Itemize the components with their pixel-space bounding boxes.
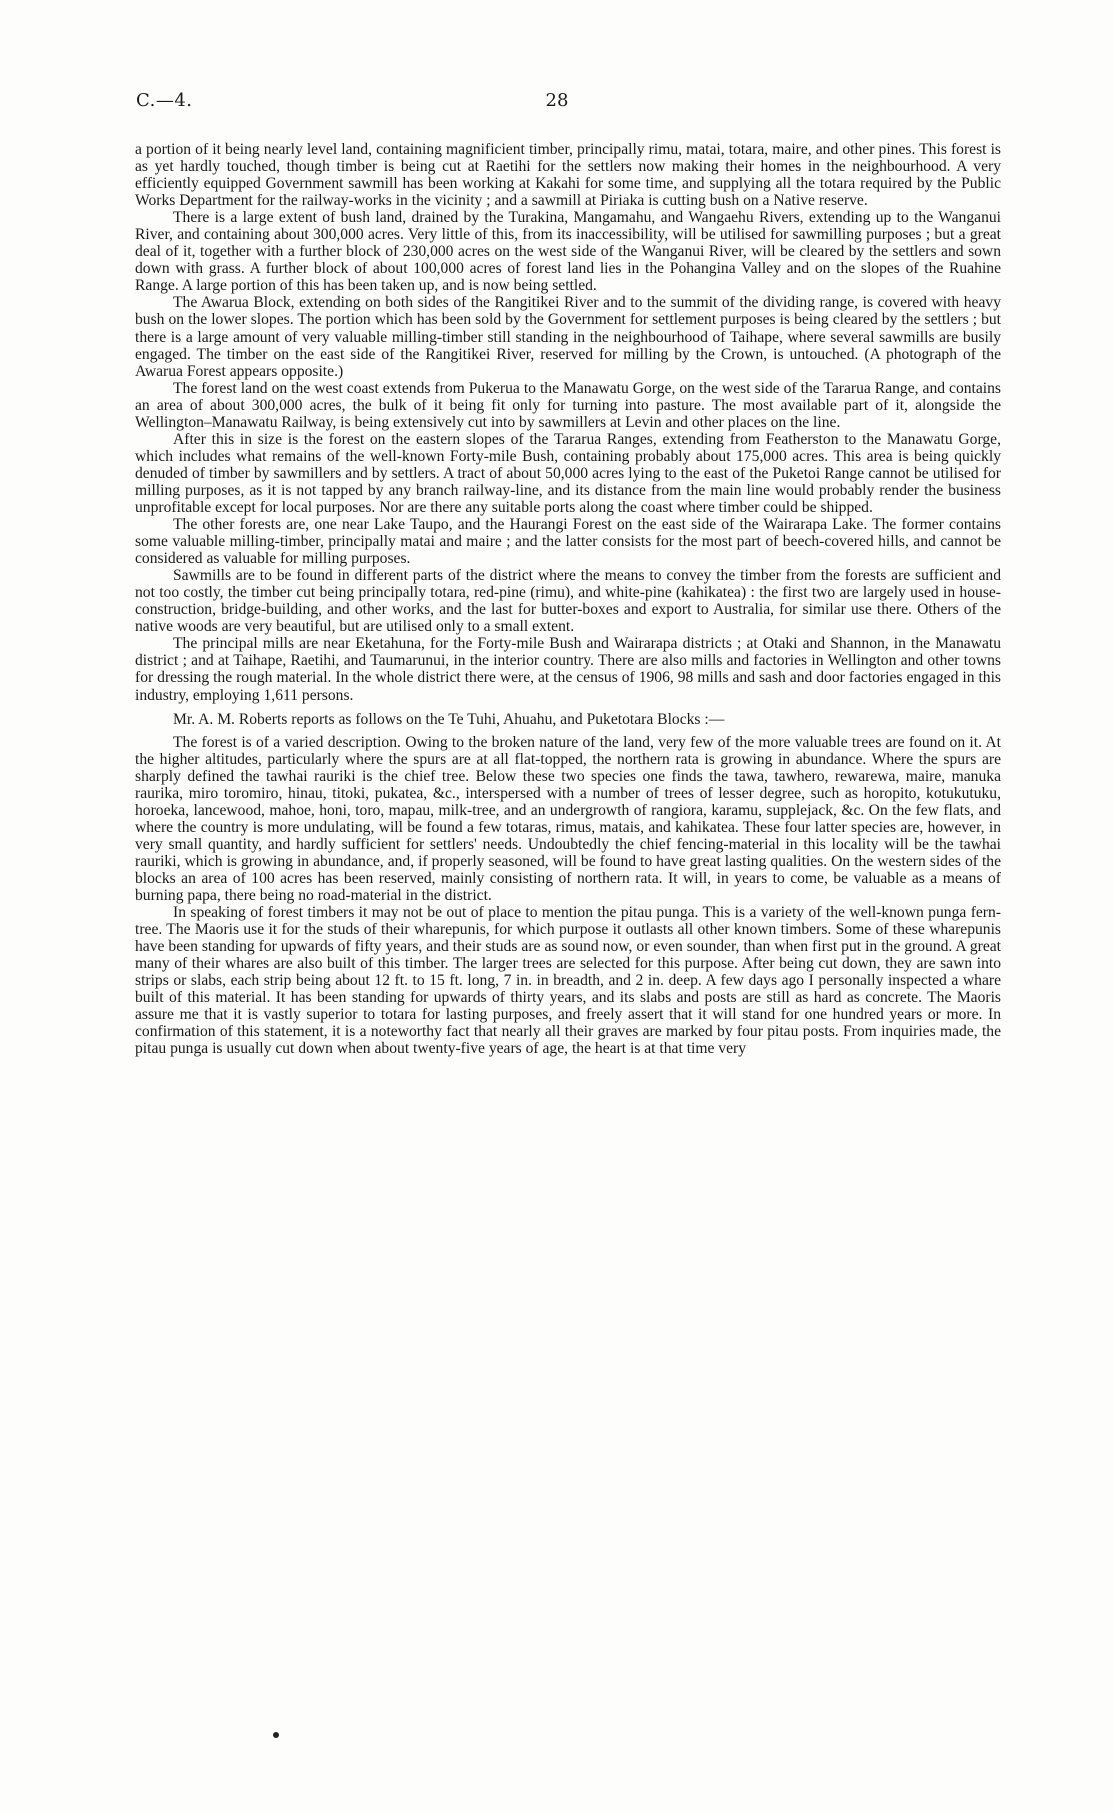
report-paragraph: In speaking of forest timbers it may not be out of place to mention the pitau punga. This is a variety of the well-known punga fern-tree. The Maoris use it for the studs of their wharepunis, for which purpose it outlasts all other known timbers. Some of these wharepunis have been standing for upwards of fifty years, and their studs are as sound now, or even sounder, than when first put in the ground. A great many of their whares are also built of this timber. The larger trees are selected for this purpose. After being cut down, they are sawn into strips or slabs, each strip being about 12 ft. to 15 ft. long, 7 in. in breadth, and 2 in. deep. A few days ago I personally inspected a whare built of this material. It has been standing for upwards of thirty years, and its slabs and posts are still as hard as concrete. The Maoris assure me that it is vastly superior to totara for lasting purposes, and freely assert that it will stand for one hundred years or more. In confirmation of this statement, it is a noteworthy fact that nearly all their graves are marked by four pitau posts. From inquiries made, the pitau punga is usually cut down when about twenty-five years of age, the heart is at that time very [135, 904, 1001, 1058]
paragraph: Sawmills are to be found in different parts of the district where the means to convey the timber from the forests are sufficient and not too costly, the timber cut being principally totara, red-pine (rimu), and white-pine (kahikatea) : the first two are largely used in house-construction, bridge-building, and other works, and the last for butter-boxes and export to Australia, for similar use there. Others of the native woods are very beautiful, but are utilised only to a small extent. [135, 567, 1001, 636]
report-paragraph: The forest is of a varied description. Owing to the broken nature of the land, very few of the more valuable trees are found on it. At the higher altitudes, particularly where the spurs are at all flat-topped, the northern rata is growing in abundance. Where the spurs are sharply defined the tawhai rauriki is the chief tree. Below these two species one finds the tawa, tawhero, rewarewa, maire, manuka raurika, miro toromiro, hinau, titoki, pukatea, &c., interspersed with a number of trees of lesser degree, such as horopito, kotukutuku, horoeka, lancewood, mahoe, honi, toro, mapau, milk-tree, and an undergrowth of rangiora, karamu, supplejack, &c. On the few flats, and where the country is more undulating, will be found a few totaras, rimus, matais, and kahikatea. These four latter species are, however, in very small quantity, and hardly sufficient for settlers' needs. Undoubtedly the chief fencing-material in this locality will be the tawhai rauriki, which is growing in abundance, and, if properly seasoned, will be found to have great lasting qualities. On the western sides of the blocks an area of 100 acres has been reserved, mainly consisting of northern rata. It will, in years to come, be valuable as a means of burning papa, there being no road-material in the district. [135, 733, 1001, 905]
page-mark [273, 1732, 279, 1738]
paragraph: The other forests are, one near Lake Taupo, and the Haurangi Forest on the east side of the Wairarapa Lake. The former contains some valuable milling-timber, principally matai and maire ; and the latter consists for the most part of beech-covered hills, and cannot be considered as valuable for milling purposes. [135, 516, 1001, 568]
report-intro: Mr. A. M. Roberts reports as follows on the Te Tuhi, Ahuahu, and Puketotara Blocks :— [173, 710, 725, 728]
document-reference: C.—4. [136, 90, 193, 111]
page-header [96, 90, 1018, 120]
paragraph: After this in size is the forest on the eastern slopes of the Tararua Ranges, extending from Featherston to the Manawatu Gorge, which includes what remains of the well-known Forty-mile Bush, containing probably about 175,000 acres. This area is being quickly denuded of timber by sawmillers and by settlers. A tract of about 50,000 acres lying to the east of the Puketoi Range cannot be utilised for milling purposes, as it is not tapped by any branch railway-line, and its distance from the main line would probably render the business unprofitable except for local purposes. Nor are there any suitable ports along the coast where timber could be shipped. [135, 430, 1001, 516]
paragraph: a portion of it being nearly level land, containing magnificient timber, principally rimu, matai, totara, maire, and other pines. This forest is as yet hardly touched, though timber is being cut at Raetihi for the settlers now making their homes in the neighbourhood. A very efficiently equipped Government sawmill has been working at Kakahi for some time, and supplying all the totara required by the Public Works Department for the railway-works in the vicinity ; and a sawmill at Piriaka is cutting bush on a Native reserve. [135, 141, 1001, 210]
paragraph: The forest land on the west coast extends from Pukerua to the Manawatu Gorge, on the west side of the Tararua Range, and contains an area of about 300,000 acres, the bulk of it being fit only for turning into pasture. The most available part of it, alongside the Wellington–Manawatu Railway, is being extensively cut into by sawmillers at Levin and other places on the line. [135, 379, 1001, 431]
page-number: 28 [545, 90, 569, 111]
document-body [135, 141, 1001, 1057]
paragraph: The Awarua Block, extending on both sides of the Rangitikei River and to the summit of the dividing range, is covered with heavy bush on the lower slopes. The portion which has been sold by the Government for settlement purposes is being cleared by the settlers ; but there is a large amount of very valuable milling-timber still standing in the neighbourhood of Taihape, where several sawmills are busily engaged. The timber on the east side of the Rangitikei River, reserved for milling by the Crown, is untouched. (A photograph of the Awarua Forest appears opposite.) [135, 294, 1001, 380]
paragraph: The principal mills are near Eketahuna, for the Forty-mile Bush and Wairarapa districts ; at Otaki and Shannon, in the Manawatu district ; and at Taihape, Raetihi, and Taumarunui, in the interior country. There are also mills and factories in Wellington and other towns for dressing the rough material. In the whole district there were, at the census of 1906, 98 mills and sash and door factories engaged in this industry, employing 1,611 persons. [135, 635, 1001, 704]
paragraph: There is a large extent of bush land, drained by the Turakina, Mangamahu, and Wangaehu Rivers, extending up to the Wanganui River, and containing about 300,000 acres. Very little of this, from its inaccessibility, will be utilised for sawmilling purposes ; but a great deal of it, together with a further block of 230,000 acres on the west side of the Wanganui River, will be cleared by the settlers and sown down with grass. A further block of about 100,000 acres of forest land lies in the Pohangina Valley and on the slopes of the Ruahine Range. A large portion of this has been taken up, and is now being settled. [135, 209, 1001, 295]
